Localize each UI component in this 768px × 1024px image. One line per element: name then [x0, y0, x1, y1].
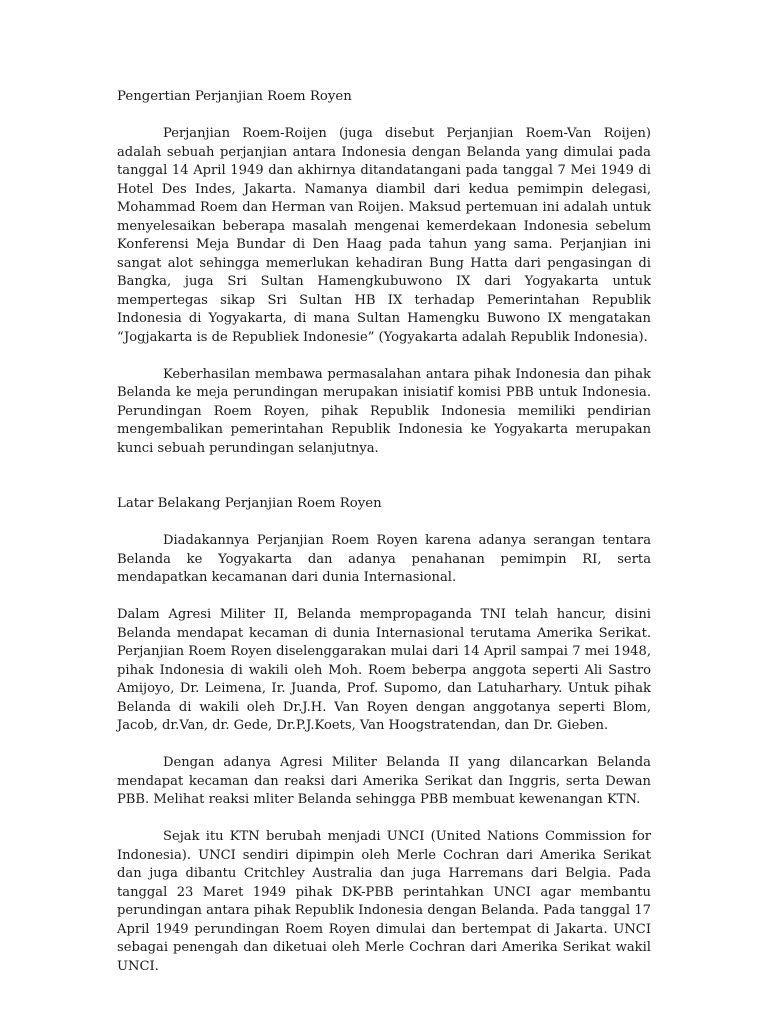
paragraph-reaction: Dengan adanya Agresi Militer Belanda II yang dilancarkan Belanda mendapat kecaman dan reaksi dari Amerika Serikat dan Inggris, serta Dewan PBB. Melihat reaksi mliter Belanda sehingga PBB membuat kewenangan KTN.: [117, 755, 651, 807]
section-title-latar-belakang: Latar Belakang Perjanjian Roem Royen: [117, 496, 382, 511]
paragraph-definition: Perjanjian Roem-Roijen (juga disebut Perjanjian Roem-Van Roijen) adalah sebuah perjanjian antara Indonesia dengan Belanda yang dimulai pada tanggal 14 April 1949 dan akhirnya ditandatangani pada tanggal 7 Mei 1949 di Hotel Des Indes, Jakarta. Namanya diambil dari kedua pemimpin delegasi, Mohammad Roem dan Herman van Roijen. Maksud pertemuan ini adalah untuk menyelesaikan beberapa masalah mengenai kemerdekaan Indonesia sebelum Konferensi Meja Bundar di Den Haag pada tahun yang sama. Perjanjian ini sangat alot sehingga memerlukan kehadiran Bung Hatta dari pengasingan di Bangka, juga Sri Sultan Hamengkubuwono IX dari Yogyakarta untuk mempertegas sikap Sri Sultan HB IX terhadap Pemerintahan Republik Indonesia di Yogyakarta, di mana Sultan Hamengku Buwono IX mengatakan “Jogjakarta is de Republiek Indonesie” (Yogyakarta adalah Republik Indonesia).: [117, 126, 651, 345]
document-body: [117, 88, 651, 976]
section-title-pengertian: Pengertian Perjanjian Roem Royen: [117, 89, 352, 104]
paragraph-unci: Sejak itu KTN berubah menjadi UNCI (United Nations Commission for Indonesia). UNCI sendiri dipimpin oleh Merle Cochran dari Amerika Serikat dan juga dibantu Critchley Australia dan juga Harremans dari Belgia. Pada tanggal 23 Maret 1949 pihak DK-PBB perintahkan UNCI agar membantu perundingan antara pihak Republik Indonesia dengan Belanda. Pada tanggal 17 April 1949 perundingan Roem Royen dimulai dan bertempat di Jakarta. UNCI sebagai penengah dan diketuai oleh Merle Cochran dari Amerika Serikat wakil UNCI.: [117, 829, 651, 974]
paragraph-success: Keberhasilan membawa permasalahan antara pihak Indonesia dan pihak Belanda ke meja perundingan merupakan inisiatif komisi PBB untuk Indonesia. Perundingan Roem Royen, pihak Republik Indonesia memiliki pendirian mengembalikan pemerintahan Republik Indonesia ke Yogyakarta merupakan kunci sebuah perundingan selanjutnya.: [117, 366, 651, 456]
paragraph-background-intro: Diadakannya Perjanjian Roem Royen karena adanya serangan tentara Belanda ke Yogyakarta dan adanya penahanan pemimpin RI, serta mendapatkan kecamanan dari dunia Internasional.: [117, 533, 651, 585]
paragraph-agresi-militer: Dalam Agresi Militer II, Belanda mempropaganda TNI telah hancur, disini Belanda mendapat kecaman di dunia Internasional terutama Amerika Serikat. Perjanjian Roem Royen diselenggarakan mulai dari 14 April sampai 7 mei 1948, pihak Indonesia di wakili oleh Moh. Roem beberpa anggota seperti Ali Sastro Amijoyo, Dr. Leimena, Ir. Juanda, Prof. Supomo, dan Latuharhary. Untuk pihak Belanda di wakili oleh Dr.J.H. Van Royen dengan anggotanya seperti Blom, Jacob, dr.Van, dr. Gede, Dr.P.J.Koets, Van Hoogstratendan, dan Dr. Gieben.: [117, 607, 651, 733]
